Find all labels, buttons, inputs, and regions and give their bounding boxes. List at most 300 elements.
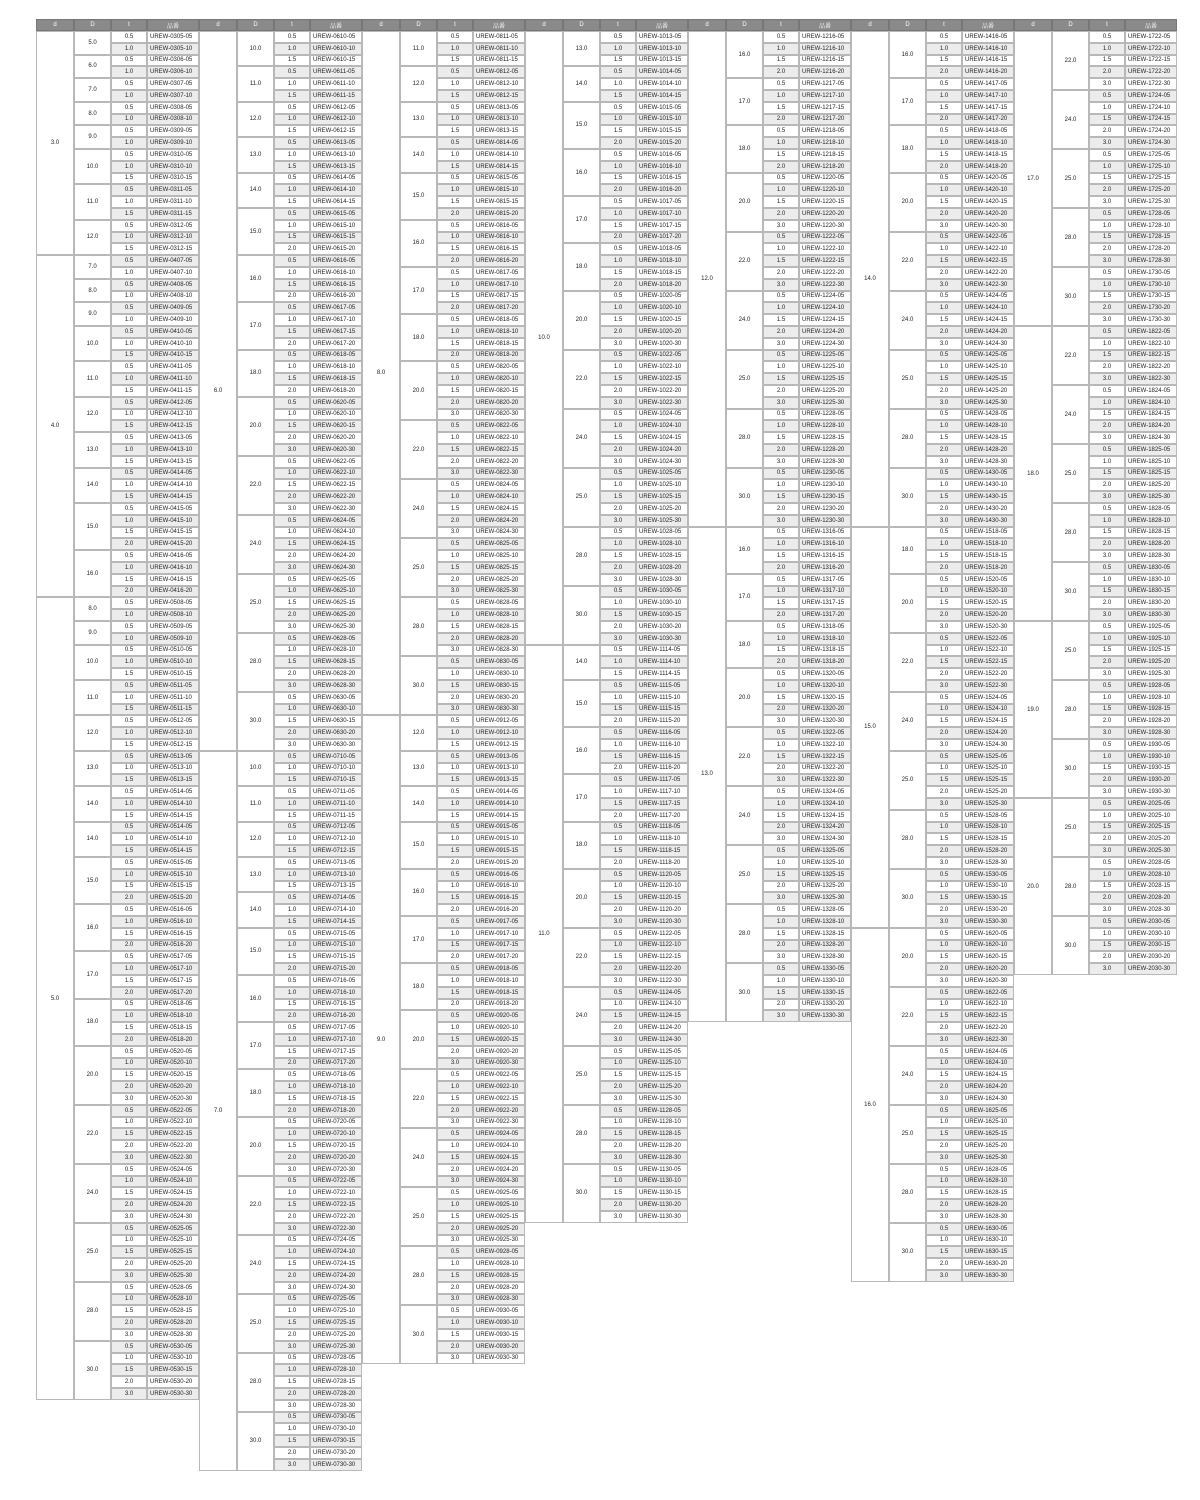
outer-diameter-cell: 30.0 xyxy=(1052,739,1089,798)
outer-diameter-cell: 30.0 xyxy=(889,869,926,928)
part-number-cell: UREW-1320-20 xyxy=(799,704,851,716)
part-number-cell: UREW-0730-10 xyxy=(310,1423,362,1435)
thickness-cell: 1.0 xyxy=(437,43,473,55)
thickness-cell: 0.5 xyxy=(763,527,799,539)
part-number-cell: UREW-0716-10 xyxy=(310,987,362,999)
part-number-cell: UREW-0630-30 xyxy=(310,739,362,751)
thickness-cell: 1.5 xyxy=(926,1128,962,1140)
thickness-cell: 1.0 xyxy=(111,562,147,574)
thickness-cell: 0.5 xyxy=(763,409,799,421)
thickness-cell: 0.5 xyxy=(111,31,147,43)
part-number-cell: UREW-0916-10 xyxy=(473,881,525,893)
thickness-cell: 1.5 xyxy=(1089,350,1125,362)
part-number-cell: UREW-1422-15 xyxy=(962,255,1014,267)
thickness-cell: 0.5 xyxy=(274,857,310,869)
thickness-cell: 2.0 xyxy=(1089,597,1125,609)
part-number-cell: UREW-0307-10 xyxy=(147,90,199,102)
part-number-cell: UREW-1018-15 xyxy=(636,267,688,279)
part-number-cell: UREW-1422-10 xyxy=(962,243,1014,255)
thickness-cell: 2.0 xyxy=(274,1211,310,1223)
part-number-cell: UREW-1420-15 xyxy=(962,196,1014,208)
part-number-cell: UREW-1417-10 xyxy=(962,90,1014,102)
part-number-cell: UREW-0818-10 xyxy=(473,326,525,338)
thickness-cell: 0.5 xyxy=(926,574,962,586)
part-number-cell: UREW-1018-05 xyxy=(636,243,688,255)
thickness-cell: 3.0 xyxy=(600,975,636,987)
part-number-cell: UREW-1925-15 xyxy=(1125,645,1177,657)
thickness-cell: 1.5 xyxy=(600,55,636,67)
part-number-cell: UREW-0511-15 xyxy=(147,704,199,716)
thickness-cell: 0.5 xyxy=(111,550,147,562)
part-number-cell: UREW-2025-20 xyxy=(1125,833,1177,845)
part-number-cell: UREW-0720-20 xyxy=(310,1152,362,1164)
thickness-cell: 1.5 xyxy=(437,892,473,904)
thickness-cell: 3.0 xyxy=(1089,196,1125,208)
part-number-cell: UREW-1115-20 xyxy=(636,715,688,727)
part-number-cell: UREW-0917-05 xyxy=(473,916,525,928)
outer-diameter-cell: 28.0 xyxy=(1052,208,1089,267)
thickness-cell: 3.0 xyxy=(926,857,962,869)
thickness-cell: 1.0 xyxy=(274,220,310,232)
thickness-cell: 1.0 xyxy=(274,43,310,55)
thickness-cell: 1.0 xyxy=(926,243,962,255)
outer-diameter-cell: 28.0 xyxy=(74,1282,111,1341)
part-number-cell: UREW-0918-20 xyxy=(473,999,525,1011)
thickness-cell: 1.0 xyxy=(111,1058,147,1070)
thickness-cell: 1.5 xyxy=(1089,409,1125,421)
thickness-cell: 2.0 xyxy=(111,892,147,904)
thickness-cell: 1.5 xyxy=(437,1093,473,1105)
thickness-cell: 1.0 xyxy=(1089,810,1125,822)
thickness-cell: 2.0 xyxy=(274,1329,310,1341)
thickness-cell: 2.0 xyxy=(437,1105,473,1117)
part-number-cell: UREW-1016-10 xyxy=(636,161,688,173)
thickness-cell: 1.5 xyxy=(111,173,147,185)
part-number-cell: UREW-1624-15 xyxy=(962,1069,1014,1081)
part-number-cell: UREW-0630-05 xyxy=(310,692,362,704)
part-number-cell: UREW-0614-10 xyxy=(310,184,362,196)
thickness-cell: 1.5 xyxy=(274,279,310,291)
thickness-cell: 0.5 xyxy=(437,31,473,43)
thickness-cell: 1.5 xyxy=(763,645,799,657)
thickness-cell: 0.5 xyxy=(1089,267,1125,279)
thickness-cell: 2.0 xyxy=(1089,420,1125,432)
thickness-cell: 1.5 xyxy=(600,704,636,716)
part-number-cell: UREW-0828-15 xyxy=(473,621,525,633)
part-number-cell: UREW-1128-10 xyxy=(636,1117,688,1129)
part-number-cell: UREW-0309-05 xyxy=(147,125,199,137)
part-number-cell: UREW-0412-10 xyxy=(147,409,199,421)
outer-diameter-cell: 12.0 xyxy=(237,102,274,137)
part-number-cell: UREW-0915-15 xyxy=(473,845,525,857)
thickness-cell: 3.0 xyxy=(1089,727,1125,739)
part-number-cell: UREW-0525-05 xyxy=(147,1223,199,1235)
thickness-cell: 1.0 xyxy=(274,1423,310,1435)
part-number-cell: UREW-0713-10 xyxy=(310,869,362,881)
part-number-cell: UREW-1117-05 xyxy=(636,774,688,786)
outer-diameter-cell: 13.0 xyxy=(74,751,111,786)
thickness-cell: 3.0 xyxy=(763,715,799,727)
thickness-cell: 0.5 xyxy=(111,751,147,763)
outer-diameter-cell: 28.0 xyxy=(563,527,600,586)
thickness-cell: 2.0 xyxy=(600,904,636,916)
thickness-cell: 1.0 xyxy=(1089,338,1125,350)
thickness-cell: 0.5 xyxy=(274,456,310,468)
outer-diameter-cell: 11.0 xyxy=(237,66,274,101)
thickness-cell: 1.5 xyxy=(926,196,962,208)
part-number-cell: UREW-1522-30 xyxy=(962,680,1014,692)
part-number-cell: UREW-0728-15 xyxy=(310,1376,362,1388)
thickness-cell: 0.5 xyxy=(437,869,473,881)
thickness-cell: 3.0 xyxy=(1089,904,1125,916)
thickness-cell: 3.0 xyxy=(926,975,962,987)
part-number-cell: UREW-0415-05 xyxy=(147,503,199,515)
thickness-cell: 0.5 xyxy=(111,1341,147,1353)
thickness-cell: 2.0 xyxy=(274,1152,310,1164)
part-number-cell: UREW-0514-10 xyxy=(147,798,199,810)
outer-diameter-cell: 8.0 xyxy=(74,597,111,621)
outer-diameter-cell: 28.0 xyxy=(889,1164,926,1223)
thickness-cell: 0.5 xyxy=(1089,208,1125,220)
thickness-cell: 2.0 xyxy=(437,397,473,409)
part-number-cell: UREW-0416-10 xyxy=(147,562,199,574)
thickness-cell: 0.5 xyxy=(926,928,962,940)
part-number-cell: UREW-1230-05 xyxy=(799,468,851,480)
part-number-cell: UREW-0508-05 xyxy=(147,597,199,609)
thickness-cell: 3.0 xyxy=(1089,963,1125,975)
part-number-cell: UREW-0530-20 xyxy=(147,1376,199,1388)
thickness-cell: 1.5 xyxy=(437,739,473,751)
thickness-cell: 0.5 xyxy=(437,1187,473,1199)
part-number-cell: UREW-0522-05 xyxy=(147,1105,199,1117)
part-number-cell: UREW-0725-20 xyxy=(310,1329,362,1341)
part-number-cell: UREW-1530-05 xyxy=(962,869,1014,881)
part-number-cell: UREW-0710-15 xyxy=(310,774,362,786)
outer-diameter-cell: 10.0 xyxy=(237,751,274,786)
part-number-cell: UREW-1428-05 xyxy=(962,409,1014,421)
thickness-cell: 2.0 xyxy=(437,302,473,314)
part-number-cell: UREW-1222-10 xyxy=(799,243,851,255)
thickness-cell: 0.5 xyxy=(926,1164,962,1176)
part-number-cell: UREW-1620-20 xyxy=(962,963,1014,975)
part-number-cell: UREW-0615-20 xyxy=(310,243,362,255)
thickness-cell: 2.0 xyxy=(437,515,473,527)
part-number-cell: UREW-1822-05 xyxy=(1125,326,1177,338)
thickness-cell: 1.5 xyxy=(763,491,799,503)
thickness-cell: 2.0 xyxy=(763,161,799,173)
thickness-cell: 2.0 xyxy=(926,1140,962,1152)
thickness-cell: 3.0 xyxy=(926,456,962,468)
part-number-cell: UREW-2025-30 xyxy=(1125,845,1177,857)
part-number-cell: UREW-1220-20 xyxy=(799,208,851,220)
part-number-cell: UREW-1222-20 xyxy=(799,267,851,279)
part-number-cell: UREW-2025-05 xyxy=(1125,798,1177,810)
part-number-cell: UREW-0509-10 xyxy=(147,633,199,645)
part-number-cell: UREW-0416-05 xyxy=(147,550,199,562)
part-number-cell: UREW-0816-15 xyxy=(473,243,525,255)
part-number-cell: UREW-0515-15 xyxy=(147,881,199,893)
part-number-cell: UREW-0618-20 xyxy=(310,385,362,397)
thickness-cell: 1.5 xyxy=(600,314,636,326)
thickness-cell: 1.0 xyxy=(926,420,962,432)
thickness-cell: 1.0 xyxy=(274,267,310,279)
thickness-cell: 2.0 xyxy=(437,574,473,586)
part-number-cell: UREW-1016-20 xyxy=(636,184,688,196)
part-number-cell: UREW-1525-10 xyxy=(962,763,1014,775)
thickness-cell: 3.0 xyxy=(111,1329,147,1341)
outer-diameter-cell: 24.0 xyxy=(726,291,763,350)
thickness-cell: 2.0 xyxy=(926,1081,962,1093)
outer-diameter-cell: 28.0 xyxy=(889,409,926,468)
part-number-cell: UREW-1024-10 xyxy=(636,420,688,432)
part-number-cell: UREW-0716-05 xyxy=(310,975,362,987)
thickness-cell: 0.5 xyxy=(600,1046,636,1058)
outer-diameter-cell: 20.0 xyxy=(563,869,600,928)
thickness-cell: 1.0 xyxy=(274,904,310,916)
thickness-cell: 1.0 xyxy=(111,1294,147,1306)
thickness-cell: 0.5 xyxy=(111,1223,147,1235)
thickness-cell: 1.0 xyxy=(763,633,799,645)
thickness-cell: 2.0 xyxy=(926,786,962,798)
part-number-cell: UREW-1525-20 xyxy=(962,786,1014,798)
part-number-cell: UREW-1620-10 xyxy=(962,940,1014,952)
part-number-cell: UREW-0524-05 xyxy=(147,1164,199,1176)
part-number-cell: UREW-1118-20 xyxy=(636,857,688,869)
thickness-cell: 2.0 xyxy=(1089,125,1125,137)
outer-diameter-cell: 18.0 xyxy=(400,314,437,361)
thickness-cell: 0.5 xyxy=(437,916,473,928)
part-number-cell: UREW-0816-20 xyxy=(473,255,525,267)
part-number-cell: UREW-1217-10 xyxy=(799,90,851,102)
part-number-cell: UREW-0814-15 xyxy=(473,161,525,173)
outer-diameter-cell: 9.0 xyxy=(74,621,111,645)
thickness-cell: 1.0 xyxy=(437,373,473,385)
part-number-cell: UREW-1628-05 xyxy=(962,1164,1014,1176)
part-number-cell: UREW-1625-10 xyxy=(962,1117,1014,1129)
part-number-cell: UREW-1230-20 xyxy=(799,503,851,515)
thickness-cell: 1.5 xyxy=(926,491,962,503)
part-number-cell: UREW-0413-10 xyxy=(147,444,199,456)
outer-diameter-cell: 24.0 xyxy=(889,291,926,350)
thickness-cell: 0.5 xyxy=(600,645,636,657)
thickness-cell: 1.0 xyxy=(600,881,636,893)
part-number-cell: UREW-0520-15 xyxy=(147,1069,199,1081)
thickness-cell: 1.5 xyxy=(111,456,147,468)
thickness-cell: 0.5 xyxy=(111,715,147,727)
part-number-cell: UREW-1122-30 xyxy=(636,975,688,987)
outer-diameter-cell: 14.0 xyxy=(563,645,600,680)
part-number-cell: UREW-0610-05 xyxy=(310,31,362,43)
part-number-cell: UREW-0611-15 xyxy=(310,90,362,102)
part-number-cell: UREW-1225-20 xyxy=(799,385,851,397)
thickness-cell: 1.0 xyxy=(274,409,310,421)
thickness-cell: 2.0 xyxy=(1089,479,1125,491)
header-part-number: 品番 xyxy=(1125,19,1177,31)
part-number-cell: UREW-1520-30 xyxy=(962,621,1014,633)
part-number-cell: UREW-0512-15 xyxy=(147,739,199,751)
part-number-cell: UREW-1025-10 xyxy=(636,479,688,491)
thickness-cell: 2.0 xyxy=(274,963,310,975)
thickness-cell: 3.0 xyxy=(274,1459,310,1471)
part-number-cell: UREW-1317-20 xyxy=(799,609,851,621)
thickness-cell: 3.0 xyxy=(600,1211,636,1223)
outer-diameter-cell: 12.0 xyxy=(74,715,111,750)
part-number-cell: UREW-0717-15 xyxy=(310,1046,362,1058)
part-number-cell: UREW-0913-05 xyxy=(473,751,525,763)
thickness-cell: 0.5 xyxy=(600,680,636,692)
part-number-cell: UREW-1522-20 xyxy=(962,668,1014,680)
part-number-cell: UREW-0310-10 xyxy=(147,161,199,173)
thickness-cell: 1.0 xyxy=(600,1117,636,1129)
thickness-cell: 0.5 xyxy=(763,232,799,244)
part-number-cell: UREW-0628-05 xyxy=(310,633,362,645)
outer-diameter-cell: 9.0 xyxy=(74,302,111,326)
part-number-cell: UREW-1828-20 xyxy=(1125,538,1177,550)
part-number-cell: UREW-0912-05 xyxy=(473,715,525,727)
part-number-cell: UREW-1325-05 xyxy=(799,845,851,857)
part-number-cell: UREW-0830-15 xyxy=(473,680,525,692)
part-number-cell: UREW-0820-20 xyxy=(473,397,525,409)
outer-diameter-cell: 16.0 xyxy=(400,869,437,916)
thickness-cell: 1.0 xyxy=(926,763,962,775)
outer-diameter-cell: 18.0 xyxy=(400,963,437,1010)
thickness-cell: 0.5 xyxy=(763,125,799,137)
part-number-cell: UREW-1420-30 xyxy=(962,220,1014,232)
thickness-cell: 3.0 xyxy=(274,444,310,456)
part-number-cell: UREW-1030-05 xyxy=(636,586,688,598)
outer-diameter-cell: 17.0 xyxy=(237,302,274,349)
thickness-cell: 1.0 xyxy=(274,527,310,539)
thickness-cell: 0.5 xyxy=(437,1246,473,1258)
outer-diameter-cell: 20.0 xyxy=(726,668,763,727)
outer-diameter-cell: 30.0 xyxy=(1052,916,1089,975)
part-number-cell: UREW-1428-20 xyxy=(962,444,1014,456)
part-number-cell: UREW-1425-10 xyxy=(962,361,1014,373)
part-number-cell: UREW-0516-15 xyxy=(147,928,199,940)
part-number-cell: UREW-1015-20 xyxy=(636,137,688,149)
thickness-cell: 1.5 xyxy=(437,1211,473,1223)
part-number-cell: UREW-1122-10 xyxy=(636,940,688,952)
part-number-cell: UREW-0730-05 xyxy=(310,1412,362,1424)
outer-diameter-cell: 17.0 xyxy=(237,1022,274,1069)
part-number-cell: UREW-0828-10 xyxy=(473,609,525,621)
part-number-cell: UREW-0714-15 xyxy=(310,916,362,928)
thickness-cell: 1.5 xyxy=(600,432,636,444)
thickness-cell: 1.5 xyxy=(274,1199,310,1211)
thickness-cell: 1.0 xyxy=(111,692,147,704)
part-number-cell: UREW-1518-15 xyxy=(962,550,1014,562)
thickness-cell: 1.5 xyxy=(274,161,310,173)
thickness-cell: 3.0 xyxy=(1089,137,1125,149)
part-number-cell: UREW-1025-20 xyxy=(636,503,688,515)
part-number-cell: UREW-0718-10 xyxy=(310,1081,362,1093)
part-number-cell: UREW-1622-15 xyxy=(962,1010,1014,1022)
part-number-cell: UREW-1114-10 xyxy=(636,656,688,668)
thickness-cell: 1.0 xyxy=(763,43,799,55)
part-number-cell: UREW-1524-30 xyxy=(962,739,1014,751)
part-number-cell: UREW-1624-20 xyxy=(962,1081,1014,1093)
part-number-cell: UREW-0414-15 xyxy=(147,491,199,503)
part-number-cell: UREW-0814-10 xyxy=(473,149,525,161)
thickness-cell: 0.5 xyxy=(111,1164,147,1176)
thickness-cell: 3.0 xyxy=(1089,255,1125,267)
part-number-cell: UREW-0411-05 xyxy=(147,361,199,373)
thickness-cell: 2.0 xyxy=(1089,361,1125,373)
thickness-cell: 1.0 xyxy=(111,43,147,55)
thickness-cell: 0.5 xyxy=(600,468,636,480)
thickness-cell: 1.5 xyxy=(274,810,310,822)
thickness-cell: 1.5 xyxy=(274,1376,310,1388)
thickness-cell: 0.5 xyxy=(111,125,147,137)
thickness-cell: 1.5 xyxy=(926,432,962,444)
part-number-cell: UREW-1224-05 xyxy=(799,291,851,303)
part-number-cell: UREW-0713-15 xyxy=(310,881,362,893)
part-number-cell: UREW-1622-10 xyxy=(962,999,1014,1011)
part-number-cell: UREW-0524-30 xyxy=(147,1211,199,1223)
part-number-cell: UREW-0520-20 xyxy=(147,1081,199,1093)
thickness-cell: 1.0 xyxy=(763,975,799,987)
part-number-cell: UREW-1017-20 xyxy=(636,232,688,244)
thickness-cell: 3.0 xyxy=(600,916,636,928)
thickness-cell: 2.0 xyxy=(437,692,473,704)
outer-diameter-cell: 8.0 xyxy=(74,279,111,303)
part-number-cell: UREW-0524-10 xyxy=(147,1176,199,1188)
part-number-cell: UREW-0618-10 xyxy=(310,361,362,373)
thickness-cell: 0.5 xyxy=(111,397,147,409)
thickness-cell: 0.5 xyxy=(274,1022,310,1034)
part-number-cell: UREW-0522-20 xyxy=(147,1140,199,1152)
part-number-cell: UREW-0822-05 xyxy=(473,420,525,432)
thickness-cell: 1.0 xyxy=(437,114,473,126)
thickness-cell: 2.0 xyxy=(111,586,147,598)
thickness-cell: 2.0 xyxy=(111,1258,147,1270)
part-number-cell: UREW-1428-30 xyxy=(962,456,1014,468)
part-number-cell: UREW-0728-10 xyxy=(310,1364,362,1376)
thickness-cell: 2.0 xyxy=(763,704,799,716)
part-number-cell: UREW-1518-20 xyxy=(962,562,1014,574)
thickness-cell: 1.0 xyxy=(926,1058,962,1070)
thickness-cell: 1.5 xyxy=(763,149,799,161)
thickness-cell: 0.5 xyxy=(274,137,310,149)
part-number-cell: UREW-1630-05 xyxy=(962,1223,1014,1235)
thickness-cell: 0.5 xyxy=(763,173,799,185)
thickness-cell: 1.5 xyxy=(274,845,310,857)
part-number-cell: UREW-1824-15 xyxy=(1125,409,1177,421)
part-number-cell: UREW-1220-30 xyxy=(799,220,851,232)
thickness-cell: 1.5 xyxy=(274,196,310,208)
outer-diameter-cell: 20.0 xyxy=(400,361,437,420)
outer-diameter-cell: 22.0 xyxy=(563,350,600,409)
inner-diameter-cell: 4.0 xyxy=(36,255,74,597)
outer-diameter-cell: 22.0 xyxy=(400,420,437,479)
outer-diameter-cell: 12.0 xyxy=(74,220,111,255)
thickness-cell: 0.5 xyxy=(274,66,310,78)
part-number-cell: UREW-1322-15 xyxy=(799,751,851,763)
part-number-cell: UREW-0830-05 xyxy=(473,656,525,668)
thickness-cell: 3.0 xyxy=(437,1058,473,1070)
thickness-cell: 2.0 xyxy=(763,114,799,126)
thickness-cell: 1.5 xyxy=(926,314,962,326)
outer-diameter-cell: 17.0 xyxy=(889,78,926,125)
inner-diameter-cell: 6.0 xyxy=(199,31,237,751)
thickness-cell: 1.0 xyxy=(600,656,636,668)
thickness-cell: 2.0 xyxy=(111,1376,147,1388)
part-number-cell: UREW-1416-10 xyxy=(962,43,1014,55)
thickness-cell: 0.5 xyxy=(1089,444,1125,456)
thickness-cell: 3.0 xyxy=(1089,373,1125,385)
header-part-number: 品番 xyxy=(473,19,525,31)
thickness-cell: 3.0 xyxy=(763,892,799,904)
